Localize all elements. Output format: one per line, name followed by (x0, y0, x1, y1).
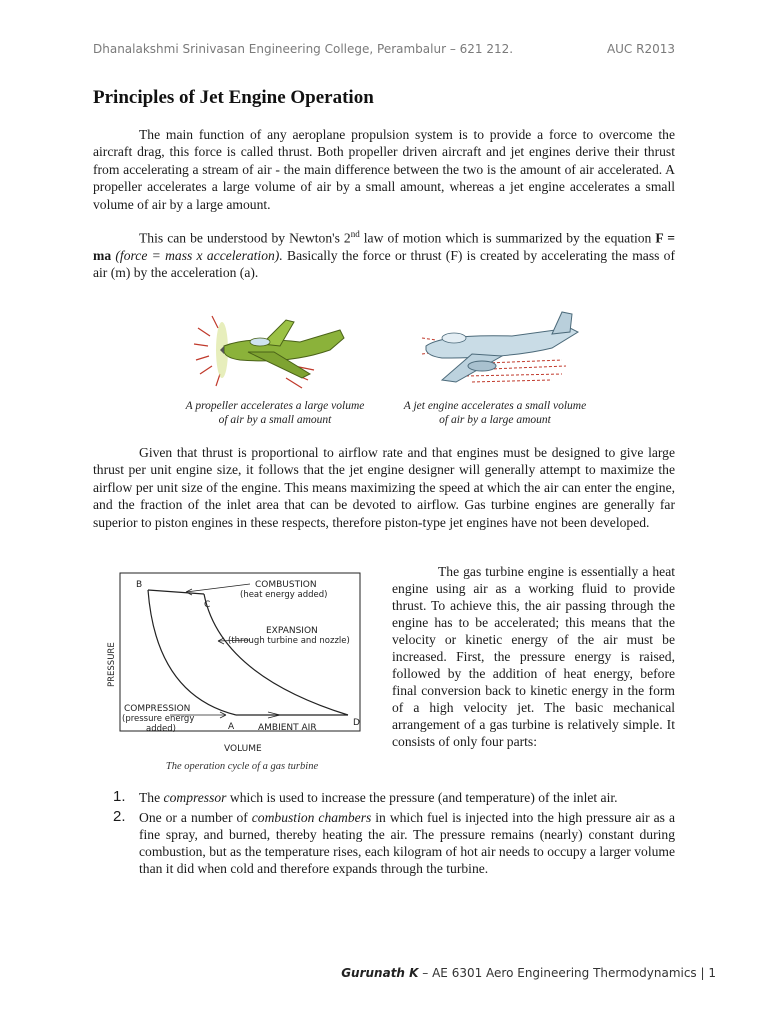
regulation-code: AUC R2013 (606, 42, 675, 56)
parts-list (113, 789, 675, 880)
point-d-label: D (353, 718, 360, 728)
y-axis-label: PRESSURE (107, 642, 117, 687)
point-a-label: A (228, 722, 235, 732)
equation: F = ma (93, 230, 675, 263)
compression-sublabel-2: added) (146, 724, 176, 734)
expansion-sublabel: (through turbine and nozzle) (228, 636, 350, 646)
gas-turbine-paragraph: The gas turbine engine is essentially a heat engine using air as a working fluid to provide thrust. To achieve this, the air passing through the engine has to be accelerated; this means that the velocity or kinetic energy of the air must be increased. First, the pressure energy is raised, followed by the addition of heat energy, before final conversion back to kinetic energy in the form of a high velocity jet. The basic mechanical arrangement of a gas turbine is relatively simple. It consists of only four parts: (392, 564, 675, 749)
jet-caption: A jet engine accelerates a small volume of air by a large amount (403, 400, 587, 426)
gas-turbine-cycle-diagram (100, 565, 384, 761)
combustion-sublabel: (heat energy added) (240, 590, 328, 600)
aircraft-figures (170, 308, 600, 428)
propeller-caption: A propeller accelerates a large volume of air by a small amount (185, 400, 365, 426)
page-footer (341, 966, 716, 980)
expansion-label: EXPANSION (266, 626, 318, 636)
diagram-caption: The operation cycle of a gas turbine (165, 761, 319, 772)
course-info: – AE 6301 Aero Engineering Thermodynamics | 1 (418, 966, 716, 980)
combustion-label: COMBUSTION (255, 580, 317, 590)
point-b-label: B (136, 580, 143, 590)
compression-label: COMPRESSION (124, 704, 191, 714)
point-c-label: C (204, 600, 211, 610)
ambient-air-label: AMBIENT AIR (258, 723, 317, 733)
x-axis-label: VOLUME (224, 744, 262, 754)
author-name: Gurunath K (341, 966, 419, 980)
newton-paragraph: This can be understood by Newton's 2nd law of motion which is summarized by the equation F = ma (force = mass x acceleration). Basically the force or thrust (F) is created by accelerating the mass of air (m) by the acceleration (a). (93, 229, 676, 281)
intro-paragraph: The main function of any aeroplane propulsion system is to provide a force to overcome the aircraft drag, this force is called thrust. Both propeller driven aircraft and jet engines derive their thrust from accelerating a stream of air - the main difference between the two is the amount of air accelerated. A propeller accelerates a large volume of air by a small amount, whereas a jet engine accelerates a small volume of air by a large amount. (93, 127, 675, 212)
institution-name: Dhanalakshmi Srinivasan Engineering College, Perambalur – 621 212. (93, 42, 514, 56)
propeller-plane-image (190, 308, 350, 396)
airflow-paragraph: Given that thrust is proportional to airflow rate and that engines must be designed to give large thrust per unit engine size, it follows that the jet engine designer will generally attempt to maximize the airflow per unit size of the engine. This means maximizing the speed at which the air can enter the engine, and the fraction of the inlet area that can be devoted to airflow. Gas turbine engines are generally far superior to piston engines in these respects, therefore piston-type jet engines have not been developed. (93, 445, 675, 530)
page-title: Principles of Jet Engine Operation (93, 87, 374, 108)
compression-sublabel-1: (pressure energy (122, 714, 195, 724)
list-item: 1. The compressor which is used to increase the pressure (and temperature) of the inlet air. (113, 788, 618, 805)
jet-plane-image (402, 308, 592, 398)
list-item: 2. One or a number of combustion chambers in which fuel is injected into the high pressure air as a fine spray, and burned, thereby heating the air. The pressure remains (nearly) constant during combustion, but as the temperature rises, each kilogram of hot air needs to occupy a larger volume than it did when cold and therefore expands through the turbine. (113, 808, 675, 876)
